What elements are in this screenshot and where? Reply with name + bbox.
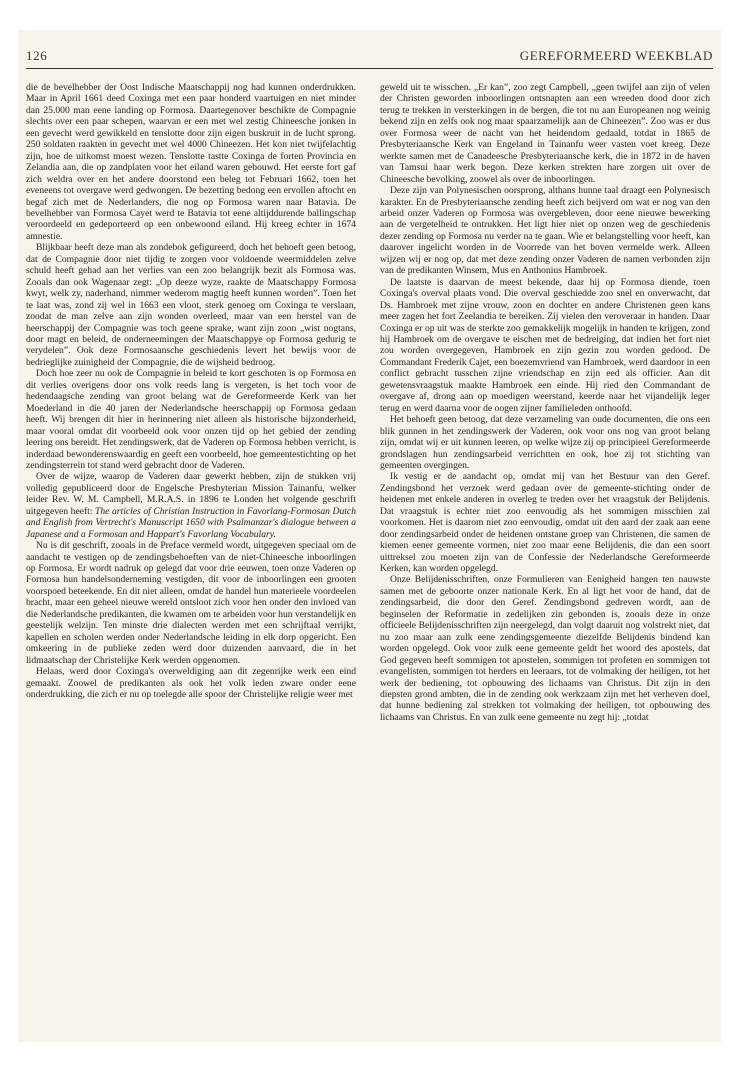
paragraph-text: Over de wijze, waarop de Vaderen daar gewerkt hebben, zijn de stukken vrij volledig gepubliceerd door de Engelsche Presbyterian Mission Tainanfu, welker leider Rev. W. M. Campbell, M.R.A.S. in 1896 te Londen het volgende geschrift uitgegeven heeft: xyxy=(26,471,356,517)
header-rule xyxy=(26,68,713,69)
paragraph xyxy=(26,471,356,540)
right-column xyxy=(380,82,710,723)
book-title: The articles of Christian Instruction in Favorlang-Formosan Dutch and English from Vertrecht's Manuscript 1650 with Psalmanzar's dialogue between a Japanese and a Formosan and Happart's Favorlang Vocabulary. xyxy=(26,505,356,540)
page-number: 126 xyxy=(26,48,48,63)
page-header xyxy=(26,42,713,64)
publication-title: GEREFORMEERD WEEKBLAD xyxy=(519,48,713,63)
paragraph: die de bevelhebber der Oost Indische Maatschappij nog had kunnen onderdrukken. Maar in April 1661 deed Coxinga met een paar honderd vaartuigen en niet minder dan 25.000 man eene landing op Formosa. Daartegenover beschikte de Compagnie slechts over een paar schepen, waarvan er een met wel zestig Chineesche jonken in een gevecht werd gewikkeld en tenslotte door zijn eigen buskruit in de lucht sprong. 250 soldaten raakten in gevecht met wel 4000 Chineezen. Het kon niet twijfelachtig zijn, hoe de uitkomst moest wezen. Tenslotte tastte Coxinga de forten Provincia en Zelandia aan, die op zandplaten voor het eiland waren gebouwd. Het eerste fort gaf zich weldra over en het andere doorstond een beleg tot Februari 1662, toen het eveneens tot overgave werd gedwongen. De bezetting bedong een ervollen aftocht en begaf zich met de Nederlanders, die nog op Formosa waren naar Batavia. De bevelhebber van Formosa Cayet werd te Batavia tot eene altijddurende ballingschap veroordeeld en gedeporteerd op een onbewoond eiland. Hij kreeg echter in 1674 amnestie. xyxy=(26,82,356,242)
paragraph: Doch hoe zeer nu ook de Compagnie in beleid te kort geschoten is op Formosa en dit verlies overigens door ons volk reeds lang is vergeten, is het toch voor de hedendaagsche zending van groot belang wat de Gereformeerde Kerk van het Moederland in die 40 jaren der Nederlandsche heerschappij op Formosa gedaan heeft. Wij brengen dit hier in herinnering niet alleen als historische bijzonderheid, maar vooral omdat dit voorbeeld ook voor onzen tijd op het gebied der zending leering ons bereidt. Het zendingswerk, dat de Vaderen op Formosa hebben verricht, is inderdaad bewonderenswaardig en geeft een voorbeeld, hoe gemeentestichting op het zendingsterrein tot stand werd gebracht door de Vaderen. xyxy=(26,368,356,471)
paragraph: geweld uit te wisschen. „Er kan”, zoo zegt Campbell, „geen twijfel aan zijn of velen der Christen geworden inboorlingen ontsnapten aan een wreeden dood door zich terug te trekken in versterkingen in de bergen, die tot nu aan Europeanen nog weinig bekend zijn en zelfs ook nog maar spaarzamelijk aan de Chineezen”. Zoo was er dus over Formosa weer de nacht van het heidendom gedaald, totdat in 1865 de Presbyteriaansche Kerk van Engeland in Tainanfu weer vasten voet kreeg. Deze werkte samen met de Canadeesche Presbyteriaansche kerk, die in 1872 in de haven van Tamsui haar werk begon. Deze kerken strekten hare zorgen uit over de Chineesche bevolking, zoowel als over de inboorlingen. xyxy=(380,82,710,185)
paragraph: Onze Belijdenisschriften, onze Formulieren van Eenigheid hangen ten nauwste samen met de geboorte onzer nationale Kerk. En al ligt het voor de hand, dat de zendingsarbeid, die door den Geref. Zendingsbond gedreven wordt, aan de beginselen der Reformatie in zedelijken zin gebonden is, zooals deze in onze officieele Belijdenisschriften zijn neergelegd, dan volgt daaruit nog volstrekt niet, dat nu zoo maar aan zulk eene zendingsgemeente diezelfde Belijdenis bindend kan worden opgelegd. Ook voor zulk eene gemeente geldt het woord des apostels, dat God gegeven heeft sommigen tot apostelen, sommigen tot profeten en sommigen tot evangelisten, sommigen tot herders en leeraars, tot de volmaking der heiligen, tot het werk der bediening, tot opbouwing des lichaams van Christus. Dit zijn in den diepsten grond ambten, die in de zending ook werkzaam zijn met het verheven doel, dat hunne bediening zal strekken tot volmaking der heiligen, tot opbouwing des lichaams van Christus. En van zulk eene gemeente nu zegt hij: „totdat xyxy=(380,574,710,723)
paragraph: Het behoeft geen betoog, dat deze verzameling van oude documenten, die ons een blik gunnen in het zendingswerk der Vaderen, ook voor ons nog van groot belang zijn, omdat wij er uit kunnen leeren, op welke wijze zij op principieel Gereformeerde grondslagen hun zendingsarbeid verrichtten en ook, hoe zij tot stichting van gemeenten overgingen. xyxy=(380,414,710,471)
paragraph: Deze zijn van Polynesischen oorsprong, althans hunne taal draagt een Polynesisch karakter. En de Presbyteriaansche zending heeft zich beijverd om wat er nog van den arbeid onzer Vaderen op Formosa was overgebleven, door eene nieuwe bewerking aan de vergetelheid te ontrukken. Het ligt hier niet op onzen weg de geschiedenis dezer zending op Formosa nu verder na te gaan. Wie er belangstelling voor heeft, kan daarover ingelicht worden in de Voorrede van het boven vermelde werk. Alleen wijzen wij er nog op, dat met deze zending onzer Vaderen de namen verbonden zijn van de predikanten Winsem, Mus en Anthonius Hambroek. xyxy=(380,185,710,277)
paragraph: Helaas, werd door Coxinga's overweldiging aan dit zegenrijke werk een eind gemaakt. Zoowel de predikanten als ook het volk leden zware onder eene onderdrukking, die zich er nu op toelegde alle spoor der Christelijke religie weer met xyxy=(26,666,356,701)
paragraph: Nu is dit geschrift, zooals in de Preface vermeld wordt, uitgegeven speciaal om de aandacht te vestigen op de zendingsbehoeften van de niet-Chineesche inboorlingen op Formosa. Er wordt nadruk op gelegd dat voor drie eeuwen, toen onze Vaderen op Formosa hun handelsonderneming vestigden, dit voor de inboorlingen een grooten voorspoed beteekende. En dit niet alleen, omdat de handel hun materieele voordeelen bracht, maar een geheel nieuwe wereld ontsloot zich voor hen onder den invloed van die Nederlandsche predikanten, die kwamen om te arbeiden voor hun verstandelijk en geestelijk welzijn. Ten minste drie dialecten werden met een schrijftaal verrijkt, kapellen en scholen werden onder Nederlandsche leiding in elk dorp opgericht. Een omkeering in de publieke zeden werd door duizenden aanvaard, die in het lidmaatschap der Christelijke Kerk werden opgenomen. xyxy=(26,540,356,666)
left-column xyxy=(26,82,356,700)
paragraph: Ik vestig er de aandacht op, omdat mij van het Bestuur van den Geref. Zendingsbond het verzoek werd gedaan over de gemeente-stichting onder de heidenen met enkele anderen in overleg te treden over het vraagstuk der Belijdenis. Dat vraagstuk is echter niet zoo eenvoudig als het sommigen misschien zal voorkomen. Het is daarom niet zoo eenvoudig, omdat uit den aard der zaak aan eene door zendingsarbeid onder de heidenen ontstane groep van Christenen, die samen de kiemen eener gemeente vormen, niet zoo maar eene Belijdenis, die dan een soort uittreksel zou moeten zijn van de Confessie der Nederlandsche Gereformeerde Kerken, kan worden opgelegd. xyxy=(380,471,710,575)
paragraph: Blijkbaar heeft deze man als zondebok gefigureerd, doch het behoeft geen betoog, dat de Compagnie door niet tijdig te zorgen voor voldoende weermiddelen zelve schuld heeft gehad aan het verlies van een zoo belangrijk bezit als Formosa was. Zooals dan ook Wagenaar zegt: „Op deeze wyze, raakte de Maatschappy Formosa kwyt, welk zy, naderhand, nimmer wederom magtig heeft kunnen worden”. Toen het te laat was, zond zij wel in 1663 een vloot, sterk genoeg om Coxinga te verslaan, zoodat de man zelve aan zijn wonden overleed, maar van een herstel van de heerschappij der Compagnie was toch geene sprake, want zijn zoon „wist nogtans, door magt en beleid, de onderneemingen der Maatschappye op Formosa gedurig te verydelen”. Ook deze Formosaansche geschiedenis levert het bewijs voor de bedrieglijke zuinigheid der Compagnie, die de wijsheid bedroog. xyxy=(26,242,356,368)
paragraph: De laatste is daarvan de meest bekende, daar hij op Formosa diende, toen Coxinga's overval plaats vond. Die overval geschiedde zoo snel en onverwacht, dat Ds. Hambroek met zijne vrouw, zoon en dochter en andere Christenen geen kans meer zagen het fort Zeelandia te bereiken. Zij vielen den veroveraar in handen. Daar Coxinga er op uit was de sterkte zoo gemakkelijk mogelijk in handen te krijgen, zond hij Hambroek om de overgave te eischen met de bedreiging, dat indien het fort niet zou worden overgegeven, Hambroek en zijn gezin zou worden gedood. De Commandant Frederik Cajet, een boezemvriend van Hambroek, werd daardoor in een conflict gebracht tusschen zijne vriendschap en zijn eed als officier. Aan dit gewetensvraagstuk maakte Hambroek een einde. Hij ried den Commandant de overgave af, drong aan op moedigen weerstand, keerde naar het vijandelijk leger terug en werd daarna voor de oogen zijner familieleden onthoofd. xyxy=(380,276,710,414)
scanned-page xyxy=(18,30,721,1042)
